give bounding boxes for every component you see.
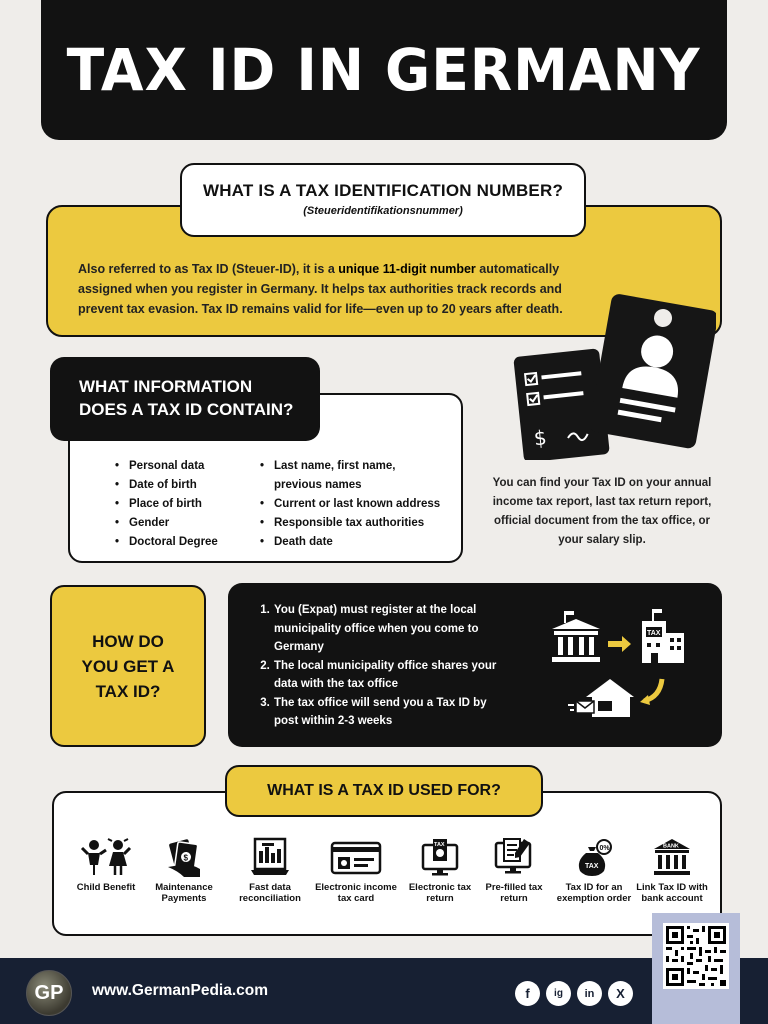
how-line1: HOW DO xyxy=(92,631,164,651)
use-label: Link Tax ID with bank account xyxy=(636,882,708,904)
svg-text:$: $ xyxy=(532,425,548,451)
list-item: • Current or last known address xyxy=(260,495,460,514)
website-link[interactable]: www.GermanPedia.com xyxy=(92,982,269,999)
step-text: You (Expat) must register at the xyxy=(274,604,451,616)
arrow-right-icon xyxy=(608,636,631,652)
info-title-line2: DOES A TAX ID CONTAIN? xyxy=(79,400,294,419)
svg-text:TAX: TAX xyxy=(434,842,445,848)
step-text: The local municipality office shares your data with the xyxy=(274,659,497,690)
linkedin-icon[interactable]: in xyxy=(577,981,602,1006)
money-icon xyxy=(164,837,204,877)
list-item-text: previous names xyxy=(274,479,362,491)
children-icon xyxy=(80,837,132,877)
question-box xyxy=(180,163,586,237)
use-label: Fast data reconciliation xyxy=(239,882,301,904)
steps-list xyxy=(258,601,513,731)
tax-bag-text: TAX xyxy=(585,863,599,870)
how-to-get-box xyxy=(50,585,206,747)
list-item: • Place of birth xyxy=(115,495,218,514)
page-title: TAX ID IN GERMANY xyxy=(67,36,701,104)
info-section-title xyxy=(50,357,320,441)
instagram-icon[interactable]: ig xyxy=(546,981,571,1006)
header-banner xyxy=(41,0,727,140)
definition-text-part2: automatically assigned when you register in Germany. It helps tax authorities track records and prevent tax evasion. Tax ID remains valid for life—even up to 20 years after death. xyxy=(78,262,563,316)
svg-text:0%: 0% xyxy=(599,845,610,852)
question-heading: WHAT IS A TAX IDENTIFICATION NUMBER? xyxy=(202,181,564,200)
germanpedia-logo[interactable]: GP xyxy=(26,970,72,1016)
laptop-document-icon xyxy=(250,837,290,877)
bank-icon xyxy=(652,837,692,877)
step-item xyxy=(273,601,513,657)
list-item: • Death date xyxy=(260,533,460,552)
personal-info-list xyxy=(115,457,218,552)
tax-monitor-icon xyxy=(420,837,460,877)
record-info-list xyxy=(260,457,460,552)
use-item-e-tax-return xyxy=(398,837,482,904)
list-item: • Date of birth xyxy=(115,476,218,495)
use-label: Tax ID for an exemption order xyxy=(556,882,632,904)
uses-section-title: WHAT IS A TAX ID USED FOR? xyxy=(225,765,543,817)
find-tax-id-text: You can find your Tax ID on your annual income tax report, last tax return report, official document from the tax office, or your salary slip. xyxy=(492,477,712,546)
process-illustration-icon xyxy=(550,605,710,725)
step-item xyxy=(273,657,513,694)
tax-office-building-icon xyxy=(642,609,684,663)
qr-code-icon[interactable] xyxy=(663,923,729,989)
list-item: • Responsible tax authorities xyxy=(260,514,460,533)
use-item-prefilled-return xyxy=(472,837,556,904)
list-item: • Personal data xyxy=(115,457,218,476)
facebook-icon[interactable]: f xyxy=(515,981,540,1006)
house-mail-icon xyxy=(568,679,634,717)
form-pen-icon xyxy=(494,837,534,877)
list-item xyxy=(260,457,460,495)
definition-text-part1: Also referred to as Tax ID (Steuer-ID), it is a xyxy=(78,262,339,276)
step-text: when you come to Germany xyxy=(274,622,479,653)
use-label: Child Benefit xyxy=(76,882,136,893)
id-card-icon xyxy=(330,837,382,877)
svg-text:$: $ xyxy=(183,853,188,863)
info-title-line1: WHAT INFORMATION xyxy=(79,377,253,396)
step-highlight: tax office xyxy=(347,678,398,690)
how-line2: YOU GET A xyxy=(81,656,175,676)
tax-sign-text: TAX xyxy=(647,630,661,637)
bank-sign-text: BANK xyxy=(663,843,679,850)
municipality-building-icon xyxy=(552,611,600,662)
use-item-tax-card xyxy=(314,837,398,904)
list-item: • Doctoral Degree xyxy=(115,533,218,552)
use-item-bank-link xyxy=(630,837,714,904)
tax-bag-icon xyxy=(574,837,614,877)
step-highlight: local municipality office xyxy=(274,604,477,635)
tax-id-card-illustration-icon xyxy=(506,290,716,460)
use-item-reconciliation xyxy=(228,837,312,904)
steps-box xyxy=(228,583,722,747)
use-label: Maintenance Payments xyxy=(155,882,213,904)
german-term: (Steueridentifikationsnummer) xyxy=(303,205,463,217)
definition-highlight: unique 11-digit number xyxy=(338,262,476,276)
use-item-exemption-order xyxy=(552,837,636,904)
x-twitter-icon[interactable]: X xyxy=(608,981,633,1006)
use-item-child-benefit xyxy=(64,837,148,893)
use-label: Electronic tax return xyxy=(408,882,472,904)
use-label: Electronic income tax card xyxy=(315,882,397,904)
list-item-text: Last name, first name, xyxy=(274,460,396,472)
list-item: • Gender xyxy=(115,514,218,533)
use-item-maintenance xyxy=(142,837,226,904)
step-item: 3. The tax office will send you a Tax ID by post within 2-3 weeks xyxy=(273,694,513,731)
how-line3: TAX ID? xyxy=(95,681,161,701)
use-label: Pre-filled tax return xyxy=(485,882,543,904)
